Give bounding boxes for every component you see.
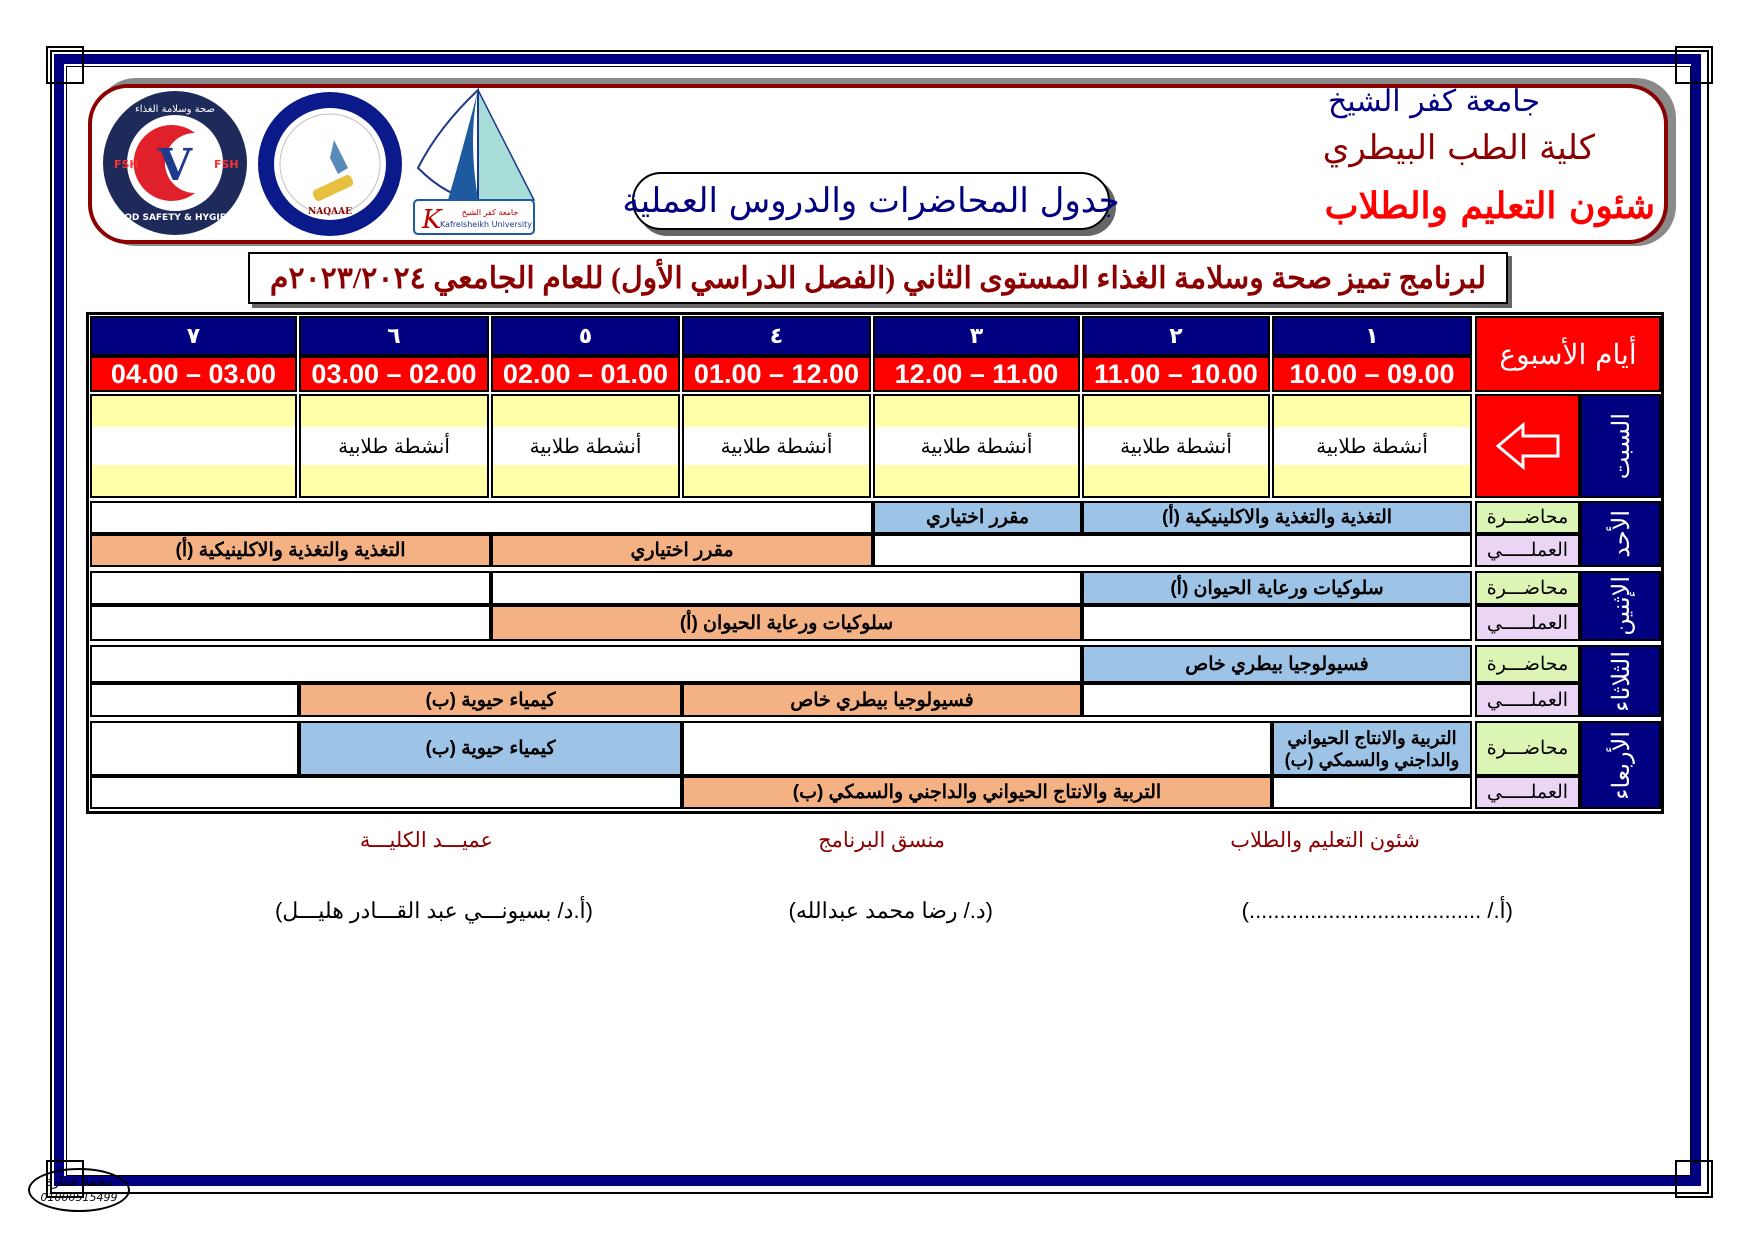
day-sunday: الأحد <box>1580 501 1661 567</box>
type-lecture: محاضـــرة <box>1475 571 1580 605</box>
empty-cell <box>90 776 682 809</box>
empty-cell <box>1272 776 1472 809</box>
naqaae-logo <box>256 90 404 238</box>
activity-cell: أنشطة طلابية <box>1272 394 1472 498</box>
period-number: ٢ <box>1082 316 1270 356</box>
days-header <box>1475 316 1661 392</box>
period-time: 02.00 – 01.00 <box>491 356 680 392</box>
arrow-left-icon <box>1495 422 1561 470</box>
type-lab: العملـــــي <box>1475 683 1580 717</box>
signature-name-affairs: (أ./ ......................................) <box>1241 898 1513 923</box>
period-number: ٣ <box>873 316 1080 356</box>
lab-cell: التغذية والتغذية والاكلينيكية (أ) <box>90 534 491 567</box>
svg-text:V: V <box>157 140 193 191</box>
empty-cell <box>90 501 873 534</box>
signature-title-coordinator: منسق البرنامج <box>818 829 945 852</box>
empty-cell <box>873 534 1472 567</box>
type-lab: العملـــــي <box>1475 605 1580 641</box>
fsh-top-text: صحة وسلامة الغذاء <box>135 104 215 115</box>
signature-title-dean: عميـــد الكليـــة <box>359 829 493 852</box>
arrow-cell <box>1475 394 1580 498</box>
empty-cell <box>1082 683 1472 717</box>
period-time: 03.00 – 02.00 <box>299 356 489 392</box>
activity-cell: أنشطة طلابية <box>491 394 680 498</box>
signature-name-dean: (أ.د/ بسيونـــي عبد القـــادر هليـــل) <box>274 898 593 923</box>
empty-cell <box>90 721 299 776</box>
activity-cell: أنشطة طلابية <box>873 394 1080 498</box>
empty-cell <box>682 721 1272 776</box>
sail-icon <box>478 90 534 200</box>
lab-cell: فسيولوجيا بيطري خاص <box>682 683 1082 717</box>
designer-stamp <box>28 1168 130 1212</box>
department-name: شئون التعليم والطلاب <box>1324 185 1655 227</box>
empty-cell <box>1082 605 1472 641</box>
type-lab: العملـــــي <box>1475 534 1580 567</box>
empty-cell <box>90 645 1082 683</box>
lab-cell: مقرر اختياري <box>491 534 873 567</box>
university-name: جامعة كفر الشيخ <box>1327 84 1540 119</box>
period-time: 10.00 – 09.00 <box>1272 356 1472 392</box>
type-lecture: محاضـــرة <box>1475 501 1580 534</box>
period-time: 04.00 – 03.00 <box>90 356 297 392</box>
period-time: 11.00 – 10.00 <box>1082 356 1270 392</box>
fsh-bottom-text: FOOD SAFETY & HYGIENE <box>110 213 240 223</box>
kfs-arabic: جامعة كفر الشيخ <box>461 208 519 217</box>
type-lab: العملـــــي <box>1475 776 1580 809</box>
lecture-cell: التربية والانتاج الحيواني والداجني والسمكي (ب) <box>1272 721 1472 776</box>
svg-text:K: K <box>422 205 442 235</box>
lecture-cell: سلوكيات ورعاية الحيوان (أ) <box>1082 571 1472 605</box>
faculty-name: كلية الطب البيطري <box>1322 128 1595 168</box>
kafrelsheikh-logo <box>408 88 540 238</box>
period-time: 12.00 – 11.00 <box>873 356 1080 392</box>
days-header-label: أيام الأسبوع <box>1499 337 1637 371</box>
day-tuesday: الثلاثاء <box>1580 645 1661 717</box>
lecture-cell: كيمياء حيوية (ب) <box>299 721 682 776</box>
corner-ornament <box>1675 46 1713 84</box>
program-subtitle: لبرنامج تميز صحة وسلامة الغذاء المستوى الثاني (الفصل الدراسي الأول) للعام الجامعي ٢٠٢٣/٢٠٢٤م <box>269 261 1487 295</box>
lab-cell: سلوكيات ورعاية الحيوان (أ) <box>491 605 1082 641</box>
type-lecture: محاضـــرة <box>1475 721 1580 776</box>
lab-cell: كيمياء حيوية (ب) <box>299 683 682 717</box>
activity-cell: أنشطة طلابية <box>682 394 871 498</box>
corner-ornament <box>46 46 84 84</box>
empty-cell <box>90 605 491 641</box>
period-number: ٤ <box>682 316 871 356</box>
stamp-name: محمد عمارة <box>45 1175 113 1190</box>
signature-name-coordinator: (د./ رضا محمد عبدالله) <box>788 898 993 923</box>
empty-cell <box>491 571 1082 605</box>
kfs-english: Kafrelsheikh University <box>439 220 533 229</box>
food-safety-logo <box>100 88 250 238</box>
activity-cell: أنشطة طلابية <box>1082 394 1270 498</box>
stamp-phone: 01000515499 <box>40 1191 118 1204</box>
type-lecture: محاضـــرة <box>1475 645 1580 683</box>
lecture-cell: فسيولوجيا بيطري خاص <box>1082 645 1472 683</box>
naqaae-text: NAQAAE <box>308 207 352 217</box>
activity-cell <box>90 394 297 498</box>
period-time: 01.00 – 12.00 <box>682 356 871 392</box>
day-wednesday: الأربعاء <box>1580 721 1661 809</box>
lecture-cell: مقرر اختياري <box>873 501 1082 534</box>
lab-cell: التربية والانتاج الحيواني والداجني والسمكي (ب) <box>682 776 1272 809</box>
period-number: ٥ <box>491 316 680 356</box>
page-title: جدول المحاضرات والدروس العملية <box>622 181 1120 221</box>
corner-ornament <box>1675 1160 1713 1198</box>
activity-cell: أنشطة طلابية <box>299 394 489 498</box>
fsh-badge-right: FSH <box>214 158 239 171</box>
day-saturday: السبت <box>1580 394 1661 498</box>
period-number: ٦ <box>299 316 489 356</box>
empty-cell <box>90 571 491 605</box>
lecture-cell: التغذية والتغذية والاكلينيكية (أ) <box>1082 501 1472 534</box>
day-monday: الإثنين <box>1580 571 1661 641</box>
signature-title-affairs: شئون التعليم والطلاب <box>1230 829 1420 852</box>
subtitle-box <box>248 252 1508 304</box>
empty-cell <box>90 683 299 717</box>
period-number: ١ <box>1272 316 1472 356</box>
period-number: ٧ <box>90 316 297 356</box>
fsh-badge-left: FSH <box>114 158 139 171</box>
title-pill <box>622 172 1120 230</box>
